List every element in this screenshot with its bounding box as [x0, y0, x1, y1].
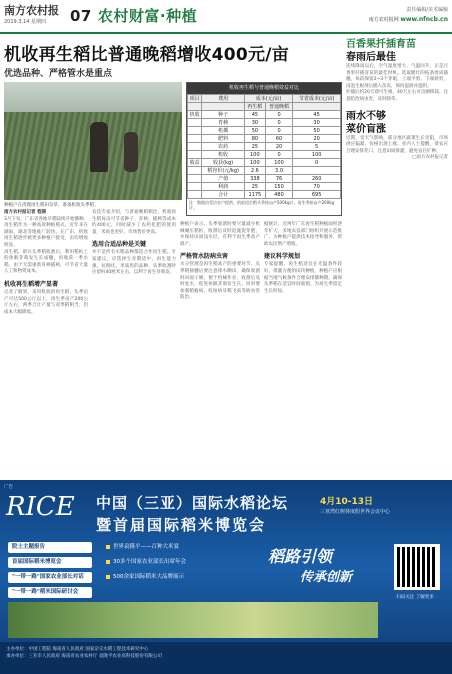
ad-date: 4月10-13日	[320, 497, 374, 507]
ad-item	[106, 542, 186, 553]
table-cell: 25	[244, 183, 265, 191]
paragraph: 再生稻，即在头季稻收割后，利用稻桩上的休眠芽萌发生长成穗，再收获一季水稻。由于无需重新育秧插秧，可节省大量人工和物资成本。	[4, 249, 88, 275]
photo-caption: 种植户在清理再生稻田杂草，准备机收头季稻。	[4, 203, 99, 208]
table-cell: 25	[244, 143, 265, 151]
paragraph: 3月下旬，广东省各地早稻陆续开始播种。再生稻作为一种高效种植模式，近年来在湖南、湖北等地推广较快。在广东，机收再生稻逐步被更多种植户接受，亩均增收明显。	[4, 216, 88, 248]
table-subheader: 普通晚稻	[265, 103, 292, 111]
ad-item-text: 30多个国家农业部长出席年会	[113, 559, 186, 565]
table-cell: 机插	[202, 127, 245, 135]
ad-venue: 三亚湾红树林度假世界会议中心	[320, 509, 391, 515]
paragraph: 据统计，近两年广东再生稻种植面积逐年扩大，多地农技部门组织开展示范推广，为种植户提供技术指导和服务，帮助农民增产增收。	[264, 222, 342, 247]
table-cell: 机收	[188, 111, 202, 119]
side-paragraph: 连续降雨以后，空气湿度增大，气温回升，正是百香果扦插育苗的最佳时机。选取健壮的枝条剪成插穗，每段保留2~3个芽眼，上端平剪、下端斜剪，浸泡生根剂后插入苗床，保持湿润并遮阴。	[346, 64, 448, 89]
table-cell: 45	[293, 111, 341, 119]
table-row	[188, 167, 341, 175]
qr-code[interactable]	[394, 544, 440, 590]
table-cell: 0	[265, 119, 292, 127]
subheading: 选用合适品种是关键	[92, 241, 147, 249]
table-cell: 育秧	[202, 119, 245, 127]
table-cell: 机收	[202, 151, 245, 159]
table-cell: 0	[265, 151, 292, 159]
table-cell: 稻谷价(元/kg)	[202, 167, 245, 175]
table-cell	[188, 175, 202, 183]
table-cell: 60	[265, 135, 292, 143]
table-cell: 76	[265, 175, 292, 183]
table-cell: 338	[244, 175, 265, 183]
article-column-1	[4, 210, 88, 316]
website-prefix: 南方农村报网	[368, 17, 399, 23]
table-cell	[293, 167, 341, 175]
ad-label: 广告	[4, 485, 13, 490]
table-row	[188, 159, 341, 167]
forum-advertisement[interactable]	[0, 480, 452, 674]
ad-list-left	[8, 542, 92, 602]
page-header	[0, 0, 452, 34]
headline: 机收再生稻比普通晚稻增收400元/亩	[4, 45, 290, 65]
table-cell	[188, 167, 202, 175]
table-cell: 收益	[188, 159, 202, 167]
table-cell: 1175	[244, 191, 265, 199]
table-cell	[188, 143, 202, 151]
side-title: 菜价盲涨	[346, 123, 386, 135]
paragraph: 并不是所有水稻品种都适合作再生稻。专家建议，应选择生育期适中、再生能力强、抗倒伏、米质优的品种。头季收割时应留桩40厘米左右，以利于再生芽萌发。	[92, 250, 176, 276]
subheading: 机收再生稻增产显著	[4, 280, 59, 288]
section-title	[70, 5, 197, 26]
side-title: 百香果扦插育苗	[346, 39, 416, 50]
qr-caption: 扫码关注 了解更多	[396, 595, 434, 600]
table-cell: 100	[265, 159, 292, 167]
issue-date: 2019.3.14 星期四	[4, 19, 47, 25]
table-cell: 150	[265, 183, 292, 191]
paragraph: 种植户表示，头季收割时要尽量减少机械碾压稻桩，收割后及时追施促芽肥，并保持田间浅水层，有利于再生季高产稳产。	[180, 222, 260, 247]
table-cell: 50	[293, 127, 341, 135]
page-number: 07	[70, 7, 92, 25]
comparison-table	[186, 82, 342, 216]
ad-item: "一带一路"国家农业部长对话	[8, 572, 92, 583]
table-cell: 种子	[202, 111, 245, 119]
table-cell: 利润	[202, 183, 245, 191]
table-cell: 0	[265, 127, 292, 135]
table-cell	[188, 183, 202, 191]
table-row	[188, 175, 341, 183]
table-cell: 70	[293, 183, 341, 191]
table-cell: 5	[293, 143, 341, 151]
table-cell: 100	[293, 151, 341, 159]
ad-title: 中国（三亚）国际水稻论坛	[96, 494, 289, 512]
photo-farmer-2	[124, 132, 138, 172]
website-url[interactable]: www.nfncb.cn	[400, 16, 448, 23]
photo-farmer	[90, 122, 108, 172]
ad-list-right	[106, 542, 186, 587]
bullet-icon	[106, 560, 110, 564]
table-cell: 20	[293, 135, 341, 143]
table-cell: 农药	[202, 143, 245, 151]
table-row	[188, 183, 341, 191]
forum-logo: RICE	[6, 492, 75, 522]
table-cell: 695	[293, 191, 341, 199]
table-cell: 20	[265, 143, 292, 151]
sidebar	[346, 38, 448, 162]
table-cell: 30	[293, 119, 341, 127]
table-cell	[188, 127, 202, 135]
table-header-row	[188, 95, 341, 103]
table-row	[188, 111, 341, 119]
photo-sky	[4, 82, 182, 112]
website	[369, 16, 448, 23]
subheading: 严格管水防病虫害	[180, 253, 229, 261]
table-cell: 50	[244, 127, 265, 135]
table-note: 注：数据由受访农户提供，机收再生稻头季按亩产500kg计，再生季按亩产200kg计。	[189, 200, 334, 210]
ad-footer-line: 主办单位：中国工程院 海南省人民政府 国家杂交水稻工程技术研究中心	[6, 647, 149, 652]
table-cell: 3.0	[265, 167, 292, 175]
ad-footer-line: 承办单位：三亚市人民政府 海南省农业农村厅 袁隆平农业高科技股份有限公司	[6, 654, 162, 659]
data-table	[187, 94, 341, 199]
table-row	[188, 151, 341, 159]
table-cell	[188, 191, 202, 199]
ad-item	[106, 572, 186, 583]
table-cell: 0	[293, 159, 341, 167]
table-subheader	[188, 103, 202, 111]
ad-item: 院士主题报告	[8, 542, 92, 553]
paragraph: 记者了解到，采用机收的再生稻，头季亩产可达500公斤以上，再生季亩产200公斤左右，两季合计产量与双季稻相当，但成本大幅降低。	[4, 289, 88, 315]
article-column-3	[180, 222, 260, 302]
newspaper-logo: 南方农村报	[4, 4, 59, 17]
table-cell	[188, 135, 202, 143]
table-header: 节省成本(元/亩)	[293, 95, 341, 103]
table-title: 机收再生稻与普通晚稻效益对比	[187, 83, 341, 94]
side-title: 春雨后最佳	[346, 52, 396, 63]
bullet-icon	[106, 575, 110, 579]
ad-slogan: 传承创新	[300, 570, 353, 585]
article-photo	[4, 82, 182, 200]
article-column-2	[92, 210, 176, 277]
side-title: 雨水不够	[346, 110, 386, 122]
table-subheader: 再生稻	[244, 103, 265, 111]
side-paragraph: 近期，受天气影响，部分地区蔬菜生长受阻，市场供应偏紧，价格出现上涨。业内人士提醒，菜农应合理安排茬口，注意田间排灌，避免盲目扩种。	[346, 135, 448, 154]
deck: 优选品种、严格管水是重点	[4, 69, 113, 79]
table-row	[188, 135, 341, 143]
table-cell: 收获(kg)	[202, 159, 245, 167]
ad-item-text: 500余家国际稻米大品牌展示	[113, 574, 184, 580]
side-byline: □南方农村报记者	[412, 155, 448, 161]
paragraph: 专家提醒，再生稻适宜在光温条件较好、排灌方便的田块种植，种植户应根据当地气候条件合理安排播种期，确保头季稻在适宜时间收割，为再生季留足生长时间。	[264, 262, 342, 294]
table-cell: 80	[244, 135, 265, 143]
table-row	[188, 119, 341, 127]
ad-item	[106, 557, 186, 568]
ad-item-text: 世界袁隆平——百种大米宴	[113, 544, 180, 550]
ad-slogan: 稻路引领	[268, 547, 333, 566]
editor-credit: 责任编辑/美术编辑	[406, 7, 448, 13]
table-subheader	[202, 103, 245, 111]
table-header: 成本(元/亩)	[244, 95, 292, 103]
table-cell	[188, 151, 202, 159]
table-cell: 480	[265, 191, 292, 199]
side-paragraph: 扦插后约20天即可生根，40天左右可出圃移栽。注意防治病虫害，及时除草。	[346, 90, 448, 102]
table-cell: 肥料	[202, 135, 245, 143]
table-cell: 合计	[202, 191, 245, 199]
table-row	[188, 127, 341, 135]
table-cell: 2.6	[244, 167, 265, 175]
ad-subtitle: 暨首届国际稻米博览会	[96, 516, 267, 534]
table-subheader	[293, 103, 341, 111]
ad-footer	[0, 642, 452, 674]
byline: 南方农村报记者 程锦	[4, 210, 47, 215]
table-cell: 100	[244, 151, 265, 159]
table-cell: 产值	[202, 175, 245, 183]
table-row	[188, 143, 341, 151]
rice-field-banner	[8, 602, 378, 638]
table-header: 项目	[188, 95, 202, 103]
ad-item: 首届国际稻米博览会	[8, 557, 92, 568]
table-cell: 30	[244, 119, 265, 127]
table-subheader-row	[188, 103, 341, 111]
table-cell	[188, 119, 202, 127]
table-cell: 100	[244, 159, 265, 167]
section-name: 农村财富·种植	[97, 7, 198, 25]
table-row	[188, 191, 341, 199]
table-body	[188, 111, 341, 199]
ad-item: "一带一路"稻米国际研讨会	[8, 587, 92, 598]
subheading: 建议科学规划	[264, 253, 301, 261]
table-header: 费用	[202, 95, 245, 103]
article-column-4	[264, 222, 342, 295]
paragraph: 农技专家介绍，与普通晚稻相比，机收再生稻每亩可节省种子、育秧、插秧等成本约400元，同时减少了农药化肥的使用量，米质也更好，市场售价更高。	[92, 210, 176, 235]
paragraph: 水分管理是再生稻高产的重要环节。头季稻抽穗后要注意排水晒田，确保收割时田面干硬，便于机械作业；收割后及时复水，促进休眠芽萌发生长。同时要加强稻瘟病、纹枯病及稻飞虱等病虫害防治。	[180, 262, 260, 301]
table-cell: 260	[293, 175, 341, 183]
bullet-icon	[106, 545, 110, 549]
table-cell: 45	[244, 111, 265, 119]
table-cell: 0	[265, 111, 292, 119]
